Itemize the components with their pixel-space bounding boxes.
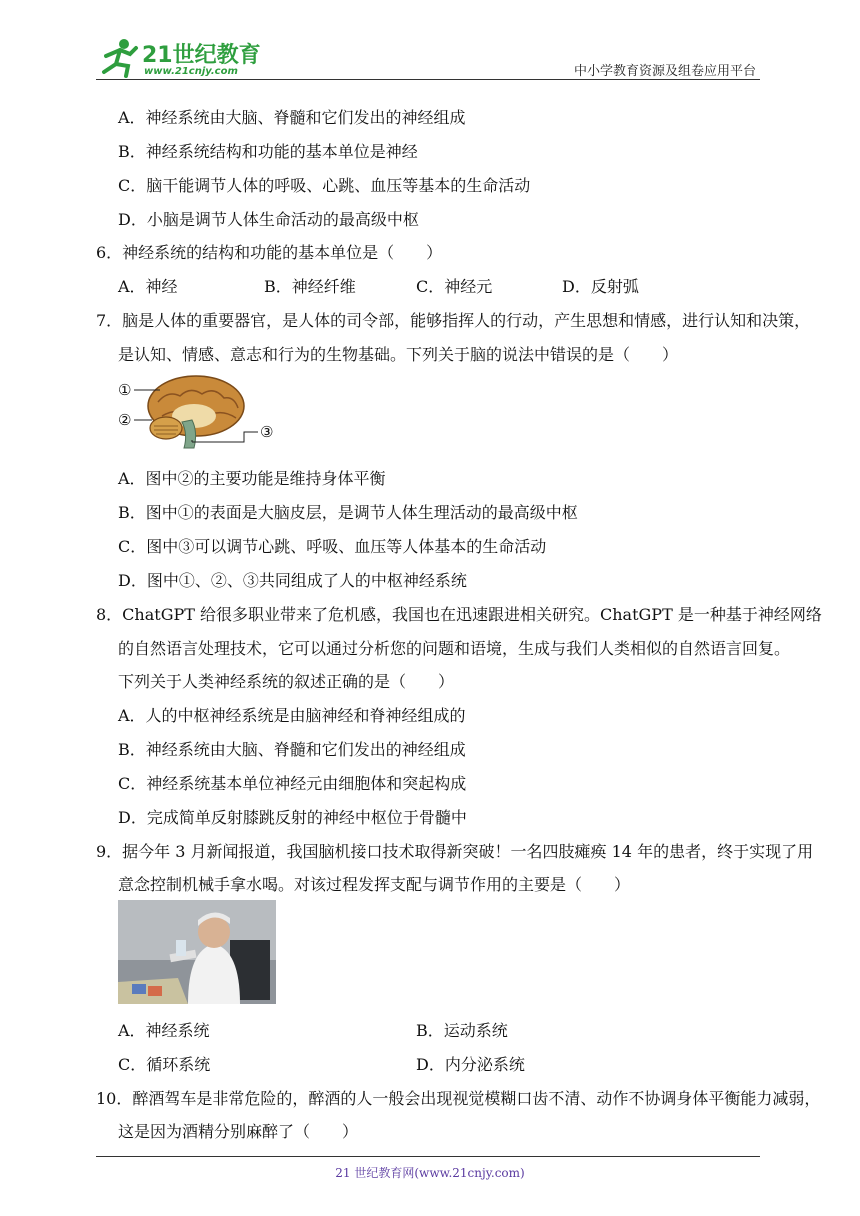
q10-stem-line-2: 这是因为酒精分别麻醉了（ ） — [118, 1122, 359, 1141]
q10-stem-line-1: 10．醉酒驾车是非常危险的，醉酒的人一般会出现视觉模糊口齿不清、动作不协调身体平衡能力减弱， — [96, 1089, 821, 1108]
q8-option-b: B．神经系统由大脑、脊髓和它们发出的神经组成 — [118, 740, 466, 759]
q6-option-a: A．神经 — [118, 277, 178, 296]
q8-option-c: C．神经系统基本单位神经元由细胞体和突起构成 — [118, 774, 467, 793]
q9-option-d: D．内分泌系统 — [416, 1055, 525, 1074]
brain-diagram — [118, 372, 278, 452]
diagram-label-1: ① — [118, 381, 132, 399]
header-divider — [96, 79, 760, 80]
q8-stem-line-2: 的自然语言处理技术，它可以通过分析您的问题和语境，生成与我们人类相似的自然语言回复。 — [118, 639, 791, 658]
q7-option-a: A．图中②的主要功能是维持身体平衡 — [118, 469, 386, 488]
q7-option-d: D．图中①、②、③共同组成了人的中枢神经系统 — [118, 571, 467, 590]
platform-name: 中小学教育资源及组卷应用平台 — [573, 64, 756, 79]
diagram-label-3: ③ — [260, 423, 274, 441]
q6-option-c: C．神经元 — [416, 277, 493, 296]
q5-option-d: D．小脑是调节人体生命活动的最高级中枢 — [118, 210, 419, 229]
runner-icon — [104, 39, 136, 76]
q8-stem-line-3: 下列关于人类神经系统的叙述正确的是（ ） — [118, 672, 455, 691]
q9-option-a: A．神经系统 — [118, 1021, 210, 1040]
q9-stem-line-1: 9．据今年 3 月新闻报道，我国脑机接口技术取得新突破！一名四肢瘫痪 14 年的患者，终于实现了用 — [96, 842, 814, 861]
logo-text: 21世纪教育 — [142, 43, 261, 68]
q7-option-b: B．图中①的表面是大脑皮层，是调节人体生理活动的最高级中枢 — [118, 503, 578, 522]
q9-option-c: C．循环系统 — [118, 1055, 211, 1074]
logo — [96, 36, 266, 78]
q6-option-b: B．神经纤维 — [264, 277, 356, 296]
q7-option-c: C．图中③可以调节心跳、呼吸、血压等人体基本的生命活动 — [118, 537, 547, 556]
page-footer: 21 世纪教育网(www.21cnjy.com) — [335, 1166, 525, 1180]
q8-option-a: A．人的中枢神经系统是由脑神经和脊神经组成的 — [118, 706, 466, 725]
q9-option-b: B．运动系统 — [416, 1021, 508, 1040]
page-header — [96, 32, 760, 80]
q5-option-c: C．脑干能调节人体的呼吸、心跳、血压等基本的生命活动 — [118, 176, 531, 195]
q6-option-d: D．反射弧 — [562, 277, 639, 296]
q7-stem-line-1: 7．脑是人体的重要器官，是人体的司令部，能够指挥人的行动，产生思想和情感，进行认知和决策， — [96, 311, 811, 330]
q9-stem-line-2: 意念控制机械手拿水喝。对该过程发挥支配与调节作用的主要是（ ） — [118, 875, 631, 894]
q6-stem: 6．神经系统的结构和功能的基本单位是（ ） — [96, 243, 443, 262]
diagram-label-2: ② — [118, 411, 132, 429]
q7-stem-line-2: 是认知、情感、意志和行为的生物基础。下列关于脑的说法中错误的是（ ） — [118, 345, 679, 364]
q8-stem-line-1: 8．ChatGPT 给很多职业带来了危机感，我国也在迅速跟进相关研究。ChatGPT 是一种基于神经网络 — [96, 605, 822, 624]
q5-option-b: B．神经系统结构和功能的基本单位是神经 — [118, 142, 418, 161]
patient-photo — [118, 900, 276, 1004]
footer-divider — [96, 1156, 760, 1157]
q5-option-a: A．神经系统由大脑、脊髓和它们发出的神经组成 — [118, 108, 466, 127]
q8-option-d: D．完成简单反射膝跳反射的神经中枢位于骨髓中 — [118, 808, 467, 827]
logo-url: www.21cnjy.com — [144, 66, 238, 77]
